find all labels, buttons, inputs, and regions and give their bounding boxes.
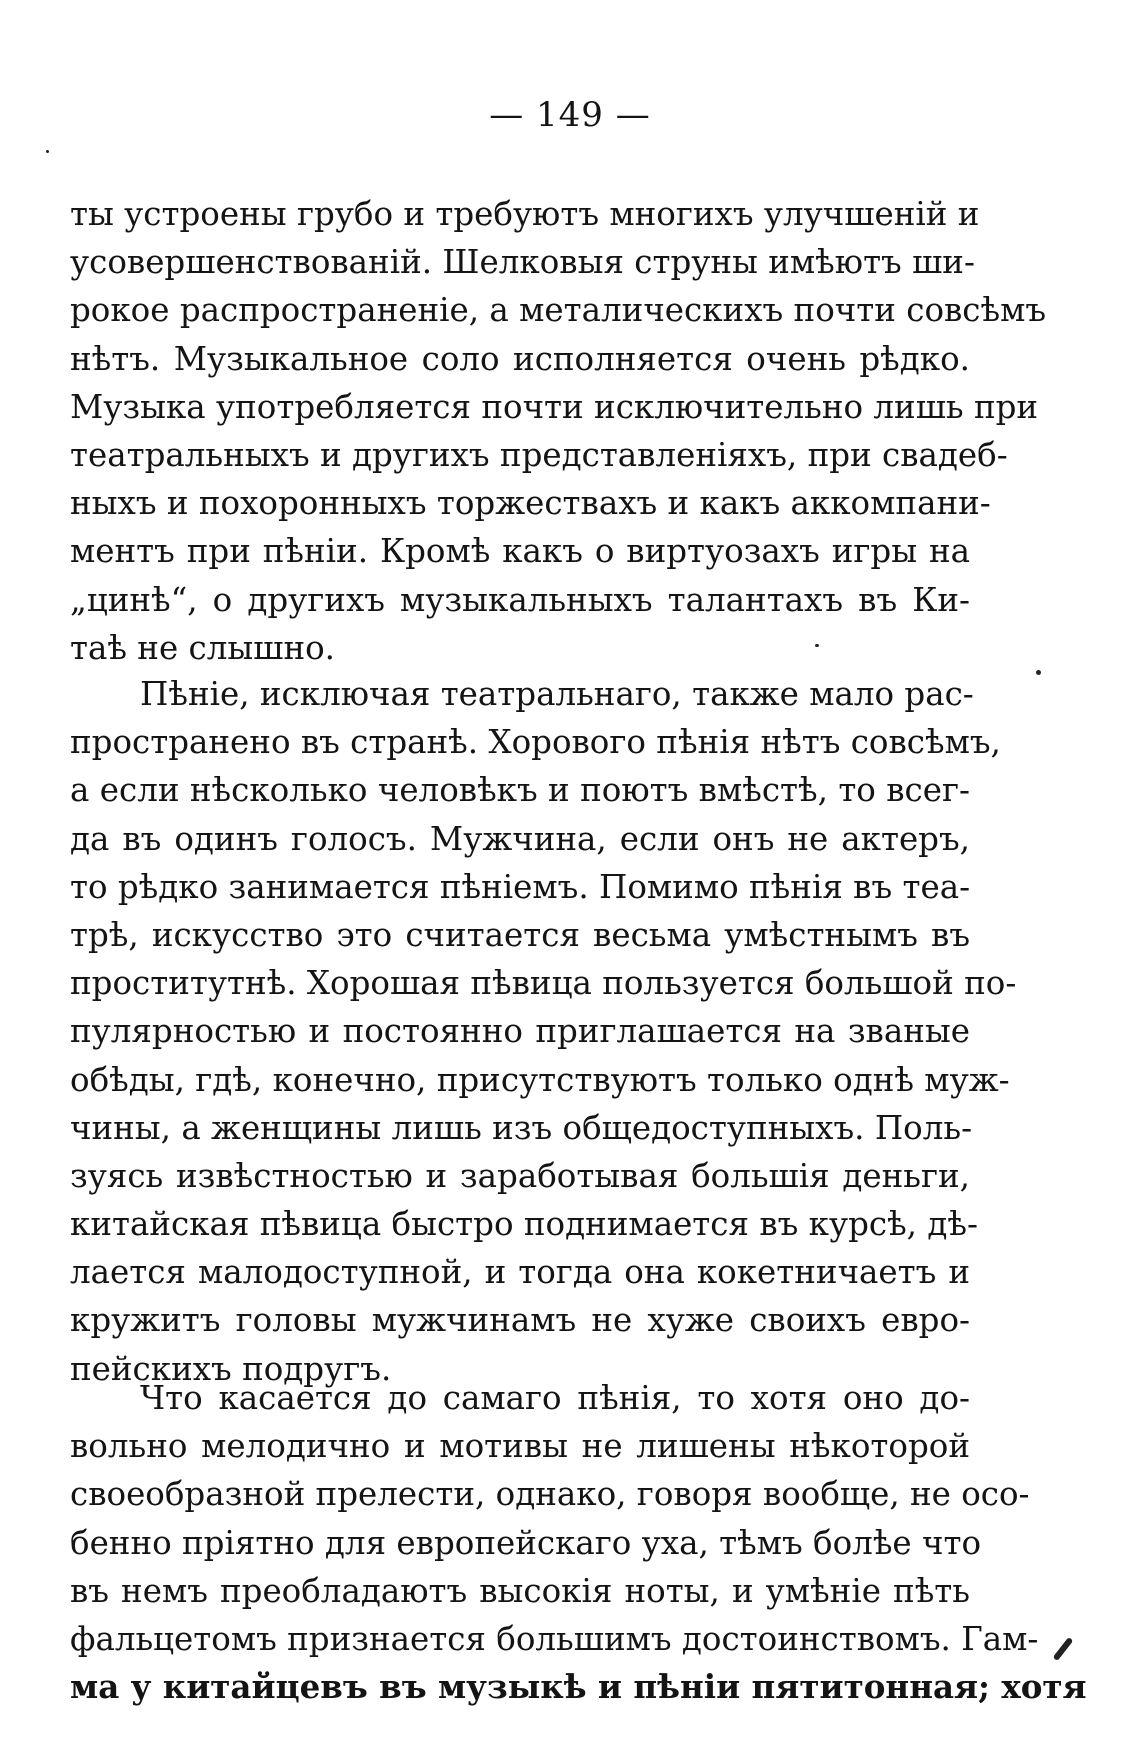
ink-mark <box>1053 1637 1074 1661</box>
text-line: вольно мелодично и мотивы не лишены нѣкоторой <box>70 1427 970 1466</box>
text-line: да въ одинъ голосъ. Мужчина, если онъ не актеръ, <box>70 819 970 858</box>
text-line: чины, а женщины лишь изъ общедоступныхъ. Поль- <box>70 1108 973 1147</box>
text-line: Музыка употребляется почти исключительно лишь при <box>70 387 1039 426</box>
text-line: ныхъ и похоронныхъ торжествахъ и какъ аккомпани- <box>70 484 991 523</box>
text-line: рокое распространеніе, а металическихъ почти совсѣмъ <box>70 291 1047 330</box>
text-line: ты устроены грубо и требуютъ многихъ улучшеній и <box>70 195 980 233</box>
text-line: своеобразной прелести, однако, говоря вообще, не осо- <box>70 1475 1030 1514</box>
paragraph-1 <box>70 190 1047 672</box>
text-line: Что касается до самаго пѣнія, то хотя оно до- <box>140 1379 970 1417</box>
paragraph-3 <box>70 1374 1087 1711</box>
text-line: въ немъ преобладаютъ высокія ноты, и умѣніе пѣть <box>70 1571 970 1610</box>
paper-speck <box>46 150 49 153</box>
text-line: зуясь извѣстностью и заработывая большія деньги, <box>70 1156 970 1195</box>
text-line: бенно пріятно для европейскаго уха, тѣмъ болѣе что <box>70 1523 982 1562</box>
text-line: китайская пѣвица быстро поднимается въ курсѣ, дѣ- <box>70 1205 978 1244</box>
text-line: кружитъ головы мужчинамъ не хуже своихъ евро- <box>70 1301 970 1340</box>
paragraph-2 <box>70 670 1017 1393</box>
text-line: театральныхъ и другихъ представленіяхъ, при свадеб- <box>70 435 1008 474</box>
text-line: то рѣдко занимается пѣніемъ. Помимо пѣнія въ теа- <box>70 867 971 906</box>
text-line: ментъ при пѣніи. Кромѣ какъ о виртуозахъ игры на <box>70 532 970 571</box>
text-line: обѣды, гдѣ, конечно, присутствуютъ только однѣ муж- <box>70 1060 1010 1099</box>
text-line: пулярностью и постоянно приглашается на званые <box>70 1012 970 1051</box>
text-line: а если нѣсколько человѣкъ и поютъ вмѣстѣ, то всег- <box>70 771 970 810</box>
text-line: ма у китайцевъ въ музыкѣ и пѣніи пятитонная; хотя <box>70 1667 1087 1707</box>
text-line: фальцетомъ признается большимъ достоинствомъ. Гам- <box>70 1619 1039 1658</box>
text-line: лается малодоступной, и тогда она кокетничаетъ и <box>70 1253 970 1292</box>
page-number: — 149 — <box>489 95 651 135</box>
text-line: усовершенствованій. Шелковыя струны имѣютъ ши- <box>70 243 975 282</box>
text-line: нѣтъ. Музыкальное соло исполняется очень рѣдко. <box>70 339 970 378</box>
paper-speck <box>1036 670 1041 675</box>
text-line: проститутнѣ. Хорошая пѣвица пользуется большой по- <box>70 964 1017 1003</box>
text-line: трѣ, искусство это считается весьма умѣстнымъ въ <box>70 915 970 954</box>
text-line: Пѣніе, исключая театральнаго, также мало рас- <box>140 675 974 713</box>
text-line: таѣ не слышно. <box>70 628 335 667</box>
text-line: пространено въ странѣ. Хорового пѣнія нѣтъ совсѣмъ, <box>70 723 1001 762</box>
text-line: пейскихъ подругъ. <box>70 1349 392 1388</box>
paper-speck <box>815 644 819 647</box>
text-line: „цинѣ“, о другихъ музыкальныхъ талантахъ въ Ки- <box>70 580 970 619</box>
